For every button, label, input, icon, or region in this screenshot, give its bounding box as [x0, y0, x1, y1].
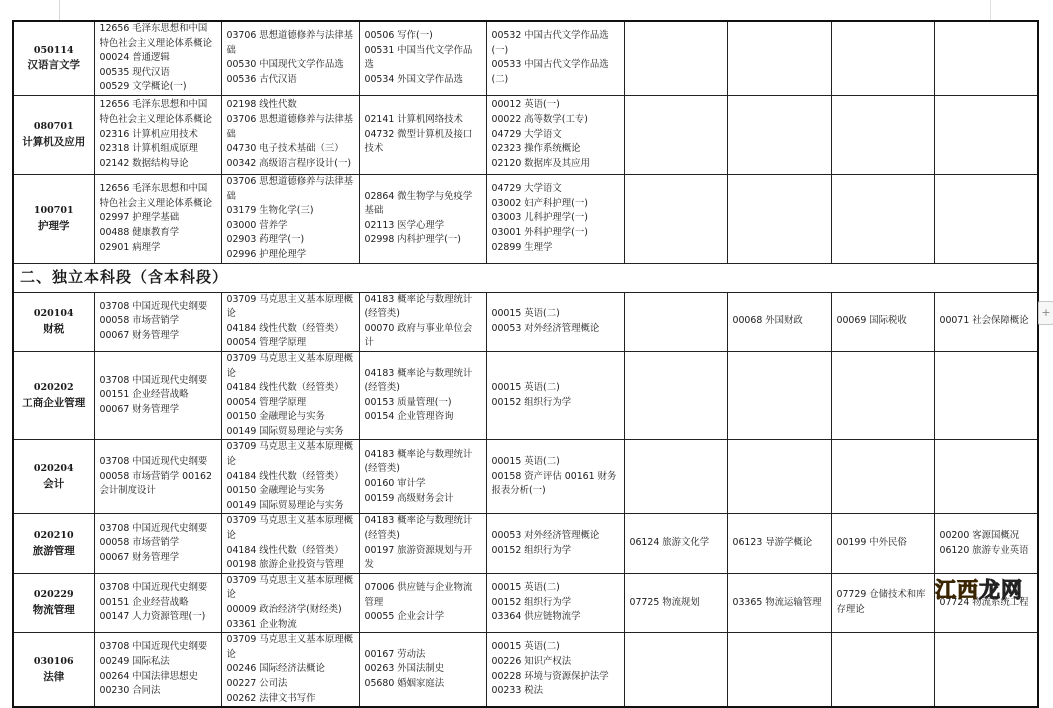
course-item: 00150 金融理论与实务	[226, 411, 325, 423]
course-item: 06123 导游学概论	[732, 537, 813, 549]
course-cell	[359, 514, 486, 573]
course-item: 00227 公司法	[226, 677, 288, 689]
major-name: 计算机及应用	[22, 135, 86, 148]
course-item: 00506 写作(一)	[364, 30, 433, 42]
course-item: 02120 数据库及其应用	[491, 157, 590, 169]
course-cell	[359, 573, 486, 632]
course-item: 00015 英语(二)	[491, 456, 560, 468]
course-cell	[831, 633, 934, 707]
major-cell	[13, 174, 94, 263]
course-item: 00159 高级财务会计	[364, 492, 454, 504]
course-item: 02142 数据结构导论	[99, 157, 189, 169]
course-item: 00015 英语(二)	[491, 382, 560, 394]
major-cell	[13, 440, 94, 514]
course-cell	[727, 351, 831, 440]
course-item: 00200 客源国概况	[939, 530, 1020, 542]
course-item: 02996 护理伦理学	[226, 248, 307, 260]
course-item: 02141 计算机网络技术	[364, 114, 463, 126]
course-item: 00053 对外经济管理概论	[491, 530, 600, 542]
course-cell	[624, 95, 727, 174]
course-cell	[831, 573, 934, 632]
course-item: 00070 政府与事业单位会计	[364, 322, 473, 349]
course-item: 03003 儿科护理学(一)	[491, 212, 588, 224]
course-item: 00154 企业管理咨询	[364, 411, 454, 423]
course-cell	[359, 440, 486, 514]
course-cell	[359, 633, 486, 707]
course-cell	[727, 633, 831, 707]
major-cell	[13, 351, 94, 440]
course-item: 07006 供应链与企业物流管理	[364, 582, 473, 608]
course-item: 00535 现代汉语	[99, 66, 170, 78]
course-item: 04730 电子技术基础（三）	[226, 143, 344, 155]
course-item: 12656 毛泽东思想和中国特色社会主义理论体系概论	[99, 183, 213, 209]
course-item: 03002 妇产科护理(一)	[491, 197, 588, 209]
major-name: 财税	[43, 322, 65, 335]
course-cell	[221, 21, 359, 95]
course-item: 03709 马克思主义基本原理概论	[226, 574, 354, 601]
course-item: 03708 中国近现代史纲要	[99, 522, 208, 534]
course-item: 03708 中国近现代史纲要	[99, 300, 208, 312]
major-code: 100701	[33, 205, 74, 217]
course-cell	[221, 351, 359, 440]
course-item: 00532 中国古代文学作品选(一)	[491, 30, 609, 56]
course-cell	[934, 174, 1038, 263]
course-item: 02316 计算机应用技术	[99, 128, 198, 140]
course-item: 02318 计算机组成原理	[99, 143, 198, 155]
major-row	[13, 95, 1038, 174]
course-item: 03001 外科护理学(一)	[491, 227, 588, 239]
course-item: 00067 财务管理学	[99, 551, 180, 563]
course-cell	[831, 514, 934, 573]
major-row	[13, 21, 1038, 95]
major-cell	[13, 292, 94, 351]
course-cell	[359, 292, 486, 351]
course-item: 00158 资产评估 00161 财务报表分析(一)	[491, 470, 617, 497]
course-item: 02113 医学心理学	[364, 219, 445, 231]
major-code: 050114	[33, 44, 74, 56]
course-cell	[94, 514, 221, 573]
course-cell	[831, 95, 934, 174]
course-cell	[934, 633, 1038, 707]
course-item: 07725 物流规划	[629, 596, 700, 608]
course-cell	[831, 21, 934, 95]
course-item: 00531 中国当代文学作品选	[364, 44, 473, 71]
course-cell	[486, 95, 624, 174]
course-item: 00071 社会保障概论	[939, 315, 1029, 327]
course-item: 00069 国际税收	[836, 315, 907, 327]
major-cell	[13, 573, 94, 632]
course-item: 00262 法律文书写作	[226, 692, 316, 704]
major-row	[13, 633, 1038, 707]
course-item: 03706 思想道德修养与法律基础	[226, 175, 354, 202]
course-item: 04183 概率论与数理统计(经管类)	[364, 293, 473, 320]
course-item: 03708 中国近现代史纲要	[99, 456, 208, 468]
course-item: 04184 线性代数（经管类）	[226, 382, 344, 394]
course-item: 00533 中国古代文学作品选(二)	[491, 59, 609, 86]
course-cell	[486, 21, 624, 95]
course-item: 00530 中国现代文学作品选	[226, 59, 344, 71]
course-cell	[486, 174, 624, 263]
course-cell	[94, 440, 221, 514]
course-cell	[359, 351, 486, 440]
course-item: 00249 国际私法	[99, 656, 170, 668]
course-item: 00152 组织行为学	[491, 596, 572, 608]
watermark-part1: 江西	[935, 578, 979, 602]
course-cell	[934, 514, 1038, 573]
course-cell	[624, 514, 727, 573]
course-cell	[359, 21, 486, 95]
course-item: 06120 旅游专业英语	[939, 544, 1029, 556]
course-item: 05680 婚姻家庭法	[364, 677, 445, 689]
major-cell	[13, 21, 94, 95]
course-item: 00199 中外民俗	[836, 537, 907, 549]
course-item: 02997 护理学基础	[99, 212, 180, 224]
course-cell	[831, 351, 934, 440]
major-cell	[13, 514, 94, 573]
course-cell	[94, 21, 221, 95]
course-cell	[486, 573, 624, 632]
course-item: 00150 金融理论与实务	[226, 485, 325, 497]
section-heading-row	[13, 263, 1038, 292]
course-item: 04184 线性代数（经管类）	[226, 470, 344, 482]
course-cell	[727, 174, 831, 263]
course-cell	[727, 440, 831, 514]
course-cell	[221, 95, 359, 174]
course-cell	[221, 292, 359, 351]
section-heading: 二、独立本科段（含本科段）	[13, 263, 1038, 292]
course-item: 00022 高等数学(工专)	[491, 114, 588, 126]
course-cell	[934, 440, 1038, 514]
course-item: 03365 物流运输管理	[732, 596, 822, 608]
major-cell	[13, 633, 94, 707]
major-name: 汉语言文学	[27, 59, 80, 72]
course-item: 04184 线性代数（经管类）	[226, 322, 344, 334]
exam-course-table	[12, 20, 1039, 708]
course-item: 04183 概率论与数理统计(经管类)	[364, 515, 473, 542]
course-item: 00233 税法	[491, 685, 544, 697]
site-watermark	[935, 574, 1023, 604]
course-cell	[624, 174, 727, 263]
major-code: 020104	[33, 308, 74, 320]
course-item: 12656 毛泽东思想和中国特色社会主义理论体系概论	[99, 23, 213, 49]
table-body-part1	[13, 21, 1038, 263]
course-item: 00197 旅游资源规划与开发	[364, 544, 473, 571]
course-item: 00488 健康教育学	[99, 227, 180, 239]
course-item: 00151 企业经营战略	[99, 389, 189, 401]
major-name: 护理学	[38, 219, 70, 232]
course-cell	[934, 21, 1038, 95]
course-cell	[486, 351, 624, 440]
course-item: 04183 概率论与数理统计(经管类)	[364, 448, 473, 475]
course-item: 00147 人力资源管理(一)	[99, 611, 206, 623]
major-code: 030106	[33, 656, 74, 668]
course-item: 12656 毛泽东思想和中国特色社会主义理论体系概论	[99, 99, 213, 126]
page-margin-line-right	[990, 0, 991, 20]
course-cell	[221, 573, 359, 632]
course-cell	[359, 174, 486, 263]
course-item: 03708 中国近现代史纲要	[99, 374, 208, 386]
course-item: 00226 知识产权法	[491, 656, 572, 668]
course-item: 00342 高级语言程序设计(一)	[226, 157, 351, 169]
course-item: 00230 合同法	[99, 685, 161, 697]
course-item: 03709 马克思主义基本原理概论	[226, 441, 354, 468]
course-cell	[727, 292, 831, 351]
section-heading-body	[13, 263, 1038, 292]
course-item: 00053 对外经济管理概论	[491, 322, 600, 334]
course-cell	[486, 440, 624, 514]
course-cell	[831, 292, 934, 351]
course-item: 00534 外国文学作品选	[364, 74, 463, 86]
course-cell	[727, 95, 831, 174]
course-cell	[934, 292, 1038, 351]
course-item: 02864 微生物学与免疫学基础	[364, 190, 473, 217]
course-item: 04729 大学语文	[491, 128, 562, 140]
major-code: 020210	[33, 530, 74, 542]
major-row	[13, 351, 1038, 440]
course-cell	[94, 95, 221, 174]
major-name: 物流管理	[32, 604, 75, 616]
course-item: 02198 线性代数	[226, 99, 297, 111]
course-item: 00024 普通逻辑	[99, 52, 170, 64]
course-cell	[831, 440, 934, 514]
watermark-part2: 龙网	[979, 578, 1023, 602]
major-row	[13, 514, 1038, 573]
course-cell	[727, 514, 831, 573]
course-cell	[624, 292, 727, 351]
course-item: 03000 营养学	[226, 219, 288, 231]
course-item: 00009 政治经济学(财经类)	[226, 604, 342, 615]
course-item: 02323 操作系统概论	[491, 143, 581, 155]
major-row	[13, 174, 1038, 263]
course-cell	[221, 633, 359, 707]
course-item: 03709 马克思主义基本原理概论	[226, 352, 354, 379]
course-cell	[221, 514, 359, 573]
course-item: 03361 企业物流	[226, 618, 297, 630]
major-name: 旅游管理	[32, 544, 75, 557]
major-code: 080701	[33, 121, 74, 133]
page-margin-line-left	[59, 0, 60, 20]
course-item: 02903 药理学(一)	[226, 234, 305, 246]
course-item: 00054 管理学原理	[226, 396, 307, 408]
course-item: 00067 财务管理学	[99, 403, 180, 415]
course-cell	[94, 573, 221, 632]
course-item: 00536 古代汉语	[226, 74, 297, 86]
major-row	[13, 440, 1038, 514]
course-item: 00012 英语(一)	[491, 99, 560, 111]
major-cell	[13, 95, 94, 174]
course-cell	[624, 633, 727, 707]
course-cell	[486, 633, 624, 707]
expand-plus-button[interactable]: +	[1038, 301, 1053, 325]
course-item: 00167 劳动法	[364, 648, 426, 660]
course-item: 00152 组织行为学	[491, 544, 572, 556]
course-item: 00058 市场营销学	[99, 537, 180, 549]
course-item: 07724 物流系统工程	[939, 596, 1029, 608]
course-item: 00149 国际贸易理论与实务	[226, 425, 344, 437]
course-item: 04729 大学语文	[491, 183, 562, 195]
course-item: 04732 微型计算机及接口技术	[364, 128, 473, 155]
course-item: 03706 思想道德修养与法律基础	[226, 114, 354, 140]
course-item: 00151 企业经营战略	[99, 596, 189, 608]
course-item: 04184 线性代数（经管类）	[226, 544, 344, 556]
course-item: 03709 马克思主义基本原理概论	[226, 634, 354, 660]
course-item: 00152 组织行为学	[491, 396, 572, 408]
course-cell	[624, 440, 727, 514]
course-cell	[624, 351, 727, 440]
course-item: 00067 财务管理学	[99, 330, 180, 342]
major-row	[13, 292, 1038, 351]
course-item: 00068 外国财政	[732, 315, 803, 327]
course-cell	[831, 174, 934, 263]
course-item: 02998 内科护理学(一)	[364, 234, 461, 246]
major-code: 020229	[33, 589, 74, 601]
course-item: 00149 国际贸易理论与实务	[226, 499, 344, 511]
course-item: 02899 生理学	[491, 241, 553, 253]
course-cell	[727, 573, 831, 632]
course-cell	[727, 21, 831, 95]
course-item: 00055 企业会计学	[364, 611, 445, 623]
course-item: 03364 供应链物流学	[491, 611, 581, 623]
major-name: 会计	[43, 477, 65, 490]
course-item: 03709 马克思主义基本原理概论	[226, 293, 354, 320]
major-row	[13, 573, 1038, 632]
course-cell	[624, 573, 727, 632]
course-item: 00264 中国法律思想史	[99, 670, 198, 682]
course-cell	[94, 292, 221, 351]
course-item: 00153 质量管理(一)	[364, 396, 452, 408]
course-cell	[94, 174, 221, 263]
course-item: 02901 病理学	[99, 241, 161, 253]
course-cell	[934, 351, 1038, 440]
major-code: 020202	[33, 382, 74, 394]
course-item: 03179 生物化学(三)	[226, 205, 314, 217]
course-item: 00529 文学概论(一)	[99, 81, 187, 93]
course-item: 00263 外国法制史	[364, 663, 445, 675]
course-cell	[934, 95, 1038, 174]
course-item: 06124 旅游文化学	[629, 537, 710, 549]
course-item: 00228 环境与资源保护法学	[491, 670, 609, 682]
course-item: 00015 英语(二)	[491, 641, 560, 653]
major-code: 020204	[33, 463, 74, 475]
course-item: 03708 中国近现代史纲要	[99, 582, 208, 594]
course-item: 00015 英语(二)	[491, 582, 560, 594]
table-body-part2	[13, 292, 1038, 707]
course-item: 04183 概率论与数理统计(经管类)	[364, 367, 473, 394]
course-item: 03706 思想道德修养与法律基础	[226, 30, 354, 56]
course-cell	[624, 21, 727, 95]
course-item: 03709 马克思主义基本原理概论	[226, 515, 354, 542]
course-item: 00015 英语(二)	[491, 308, 560, 320]
course-item: 07729 仓储技术和库存理论	[836, 589, 926, 615]
course-cell	[94, 351, 221, 440]
major-name: 法律	[43, 670, 65, 683]
course-item: 00160 审计学	[364, 477, 426, 489]
course-item: 00198 旅游企业投资与管理	[226, 559, 344, 571]
course-item: 00246 国际经济法概论	[226, 663, 325, 675]
course-item: 00054 管理学原理	[226, 337, 307, 349]
course-item: 03708 中国近现代史纲要	[99, 641, 208, 653]
course-cell	[221, 174, 359, 263]
course-cell	[486, 292, 624, 351]
course-item: 00058 市场营销学	[99, 315, 180, 327]
course-cell	[359, 95, 486, 174]
course-cell	[221, 440, 359, 514]
course-item: 00058 市场营销学 00162 会计制度设计	[99, 470, 212, 497]
course-cell	[94, 633, 221, 707]
course-cell	[486, 514, 624, 573]
major-name: 工商企业管理	[22, 396, 86, 409]
